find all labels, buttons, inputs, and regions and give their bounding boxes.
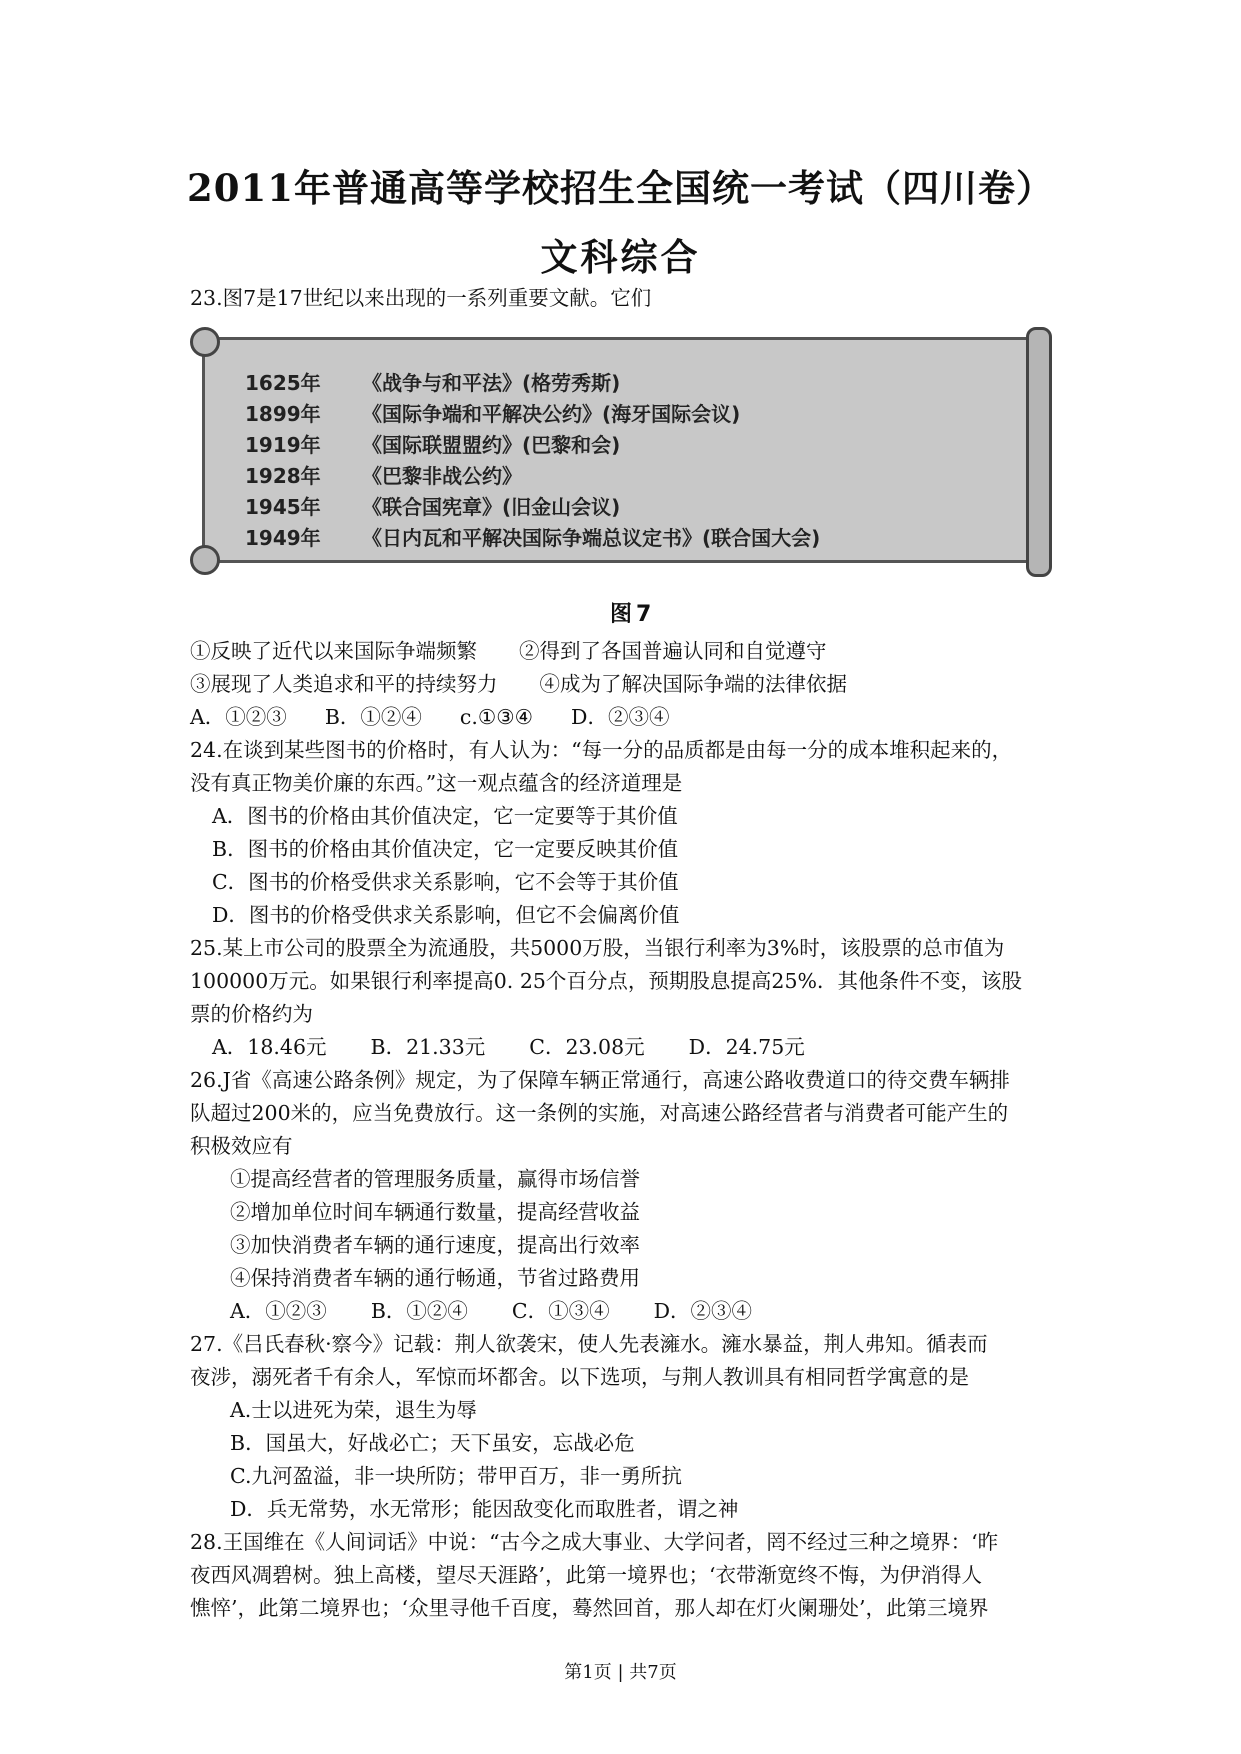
figure-7 xyxy=(190,315,1060,635)
q23-option-4: ④成为了解决国际争端的法律依据 xyxy=(539,672,847,696)
choice-d: D．②③④ xyxy=(571,705,670,729)
doc-row xyxy=(245,367,620,396)
q27-choice-a: A.士以进死为荣，退生为辱 xyxy=(230,1398,477,1422)
choice-a: A．18.46元 xyxy=(212,1035,327,1059)
figure-caption: 图7 xyxy=(610,602,656,627)
choice-b: B．①②④ xyxy=(370,1299,468,1323)
q24-choice-d: D．图书的价格受供求关系影响，但它不会偏离价值 xyxy=(212,903,680,927)
q23-option-2: ②得到了各国普遍认同和自觉遵守 xyxy=(519,639,827,663)
q26-option-3: ③加快消费者车辆的通行速度，提高出行效率 xyxy=(230,1233,640,1257)
doc-row xyxy=(245,491,620,520)
doc-title: 《巴黎非战公约》 xyxy=(361,464,522,488)
q23-choices xyxy=(190,701,1060,734)
q26-option-4: ④保持消费者车辆的通行畅通，节省过路费用 xyxy=(230,1266,640,1290)
doc-title: 《联合国宪章》(旧金山会议) xyxy=(361,495,621,519)
doc-row xyxy=(245,522,820,551)
q27-stem-line-1: 27.《吕氏春秋·察今》记载：荆人欲袭宋，使人先表澭水。澭水暴益，荆人弗知。循表而 xyxy=(190,1332,988,1356)
q27-stem-line-2: 夜涉，溺死者千有余人，军惊而坏都舍。以下选项，与荆人教训具有相同哲学寓意的是 xyxy=(190,1365,969,1389)
doc-row xyxy=(245,398,740,427)
q26-choices xyxy=(190,1295,1060,1328)
q24-stem-line-2: 没有真正物美价廉的东西。”这一观点蕴含的经济道理是 xyxy=(190,771,683,795)
q26-stem-line-3: 积极效应有 xyxy=(190,1134,293,1158)
doc-title: 《国际联盟盟约》(巴黎和会) xyxy=(361,433,621,457)
doc-year: 1899年 xyxy=(245,402,321,426)
choice-c: c.①③④ xyxy=(459,705,534,729)
page-subtitle: 文科综合 xyxy=(540,235,701,279)
q26-option-1: ①提高经营者的管理服务质量，赢得市场信誉 xyxy=(230,1167,640,1191)
q27-choice-d: D．兵无常势，水无常形；能因敌变化而取胜者，谓之神 xyxy=(230,1497,739,1521)
q27-choice-c: C.九河盈溢，非一块所防；带甲百万，非一勇所抗 xyxy=(230,1464,682,1488)
doc-row xyxy=(245,460,522,489)
doc-year: 1625年 xyxy=(245,371,321,395)
doc-title: 《战争与和平法》(格劳秀斯) xyxy=(361,371,621,395)
choice-a: A．①②③ xyxy=(230,1299,327,1323)
q26-stem-line-2: 队超过200米的，应当免费放行。这一条例的实施，对高速公路经营者与消费者可能产生的 xyxy=(190,1101,1009,1125)
q24-choice-b: B．图书的价格由其价值决定，它一定要反映其价值 xyxy=(212,837,679,861)
choice-d: D．24.75元 xyxy=(688,1035,805,1059)
q25-stem-line-3: 票的价格约为 xyxy=(190,1002,313,1026)
choice-c: C．23.08元 xyxy=(529,1035,645,1059)
doc-year: 1919年 xyxy=(245,433,321,457)
q25-stem-line-2: 100000万元。如果银行利率提高0. 25个百分点，预期股息提高25%．其他条件不变，该股 xyxy=(190,969,1022,993)
q25-stem-line-1: 25.某上市公司的股票全为流通股，共5000万股，当银行利率为3%时，该股票的总市值为 xyxy=(190,936,1005,960)
doc-title: 《国际争端和平解决公约》(海牙国际会议) xyxy=(361,402,741,426)
q23-stem: 23.图7是17世纪以来出现的一系列重要文献。它们 xyxy=(190,286,652,310)
q23-option-3: ③展现了人类追求和平的持续努力 xyxy=(190,672,498,696)
q26-option-2: ②增加单位时间车辆通行数量，提高经营收益 xyxy=(230,1200,640,1224)
q24-choice-c: C．图书的价格受供求关系影响，它不会等于其价值 xyxy=(212,870,679,894)
doc-year: 1949年 xyxy=(245,526,321,550)
choice-b: B．①②④ xyxy=(324,705,422,729)
q28-stem-line-3: 憔悴’，此第二境界也；‘众里寻他千百度，蓦然回首，那人却在灯火阑珊处’，此第三境界 xyxy=(190,1596,989,1620)
q25-choices xyxy=(190,1031,1060,1064)
page-title: 2011年普通高等学校招生全国统一考试（四川卷） xyxy=(187,166,1054,210)
q24-stem-line-1: 24.在谈到某些图书的价格时，有人认为：“每一分的品质都是由每一分的成本堆积起来的， xyxy=(190,738,1013,762)
doc-row xyxy=(245,429,620,458)
scroll-roll-right-icon xyxy=(1026,327,1052,577)
scroll-roll-top-icon xyxy=(190,327,220,357)
q23-options-row-2 xyxy=(190,668,1060,701)
q27-choice-b: B．国虽大，好战必亡；天下虽安，忘战必危 xyxy=(230,1431,635,1455)
page-footer: 第1页 | 共7页 xyxy=(564,1662,677,1683)
choice-d: D．②③④ xyxy=(653,1299,753,1323)
scroll-illustration xyxy=(190,323,1052,573)
doc-title: 《日内瓦和平解决国际争端总议定书》(联合国大会) xyxy=(361,526,821,550)
choice-c: C．①③④ xyxy=(511,1299,610,1323)
q24-choice-a: A．图书的价格由其价值决定，它一定要等于其价值 xyxy=(212,804,678,828)
choice-a: A．①②③ xyxy=(190,705,287,729)
question-content xyxy=(190,282,1060,1625)
q23-options-row-1 xyxy=(190,635,1060,668)
doc-year: 1928年 xyxy=(245,464,321,488)
q23-option-1: ①反映了近代以来国际争端频繁 xyxy=(190,639,477,663)
scroll-roll-bottom-icon xyxy=(190,545,220,575)
q28-stem-line-1: 28.王国维在《人间词话》中说：“古今之成大事业、大学问者，罔不经过三种之境界：‘昨 xyxy=(190,1530,999,1554)
doc-year: 1945年 xyxy=(245,495,321,519)
q26-stem-line-1: 26.J省《高速公路条例》规定，为了保障车辆正常通行，高速公路收费道口的待交费车辆排 xyxy=(190,1068,1010,1092)
choice-b: B．21.33元 xyxy=(370,1035,486,1059)
q28-stem-line-2: 夜西风凋碧树。独上高楼，望尽天涯路’，此第一境界也；‘衣带渐宽终不悔，为伊消得人 xyxy=(190,1563,983,1587)
